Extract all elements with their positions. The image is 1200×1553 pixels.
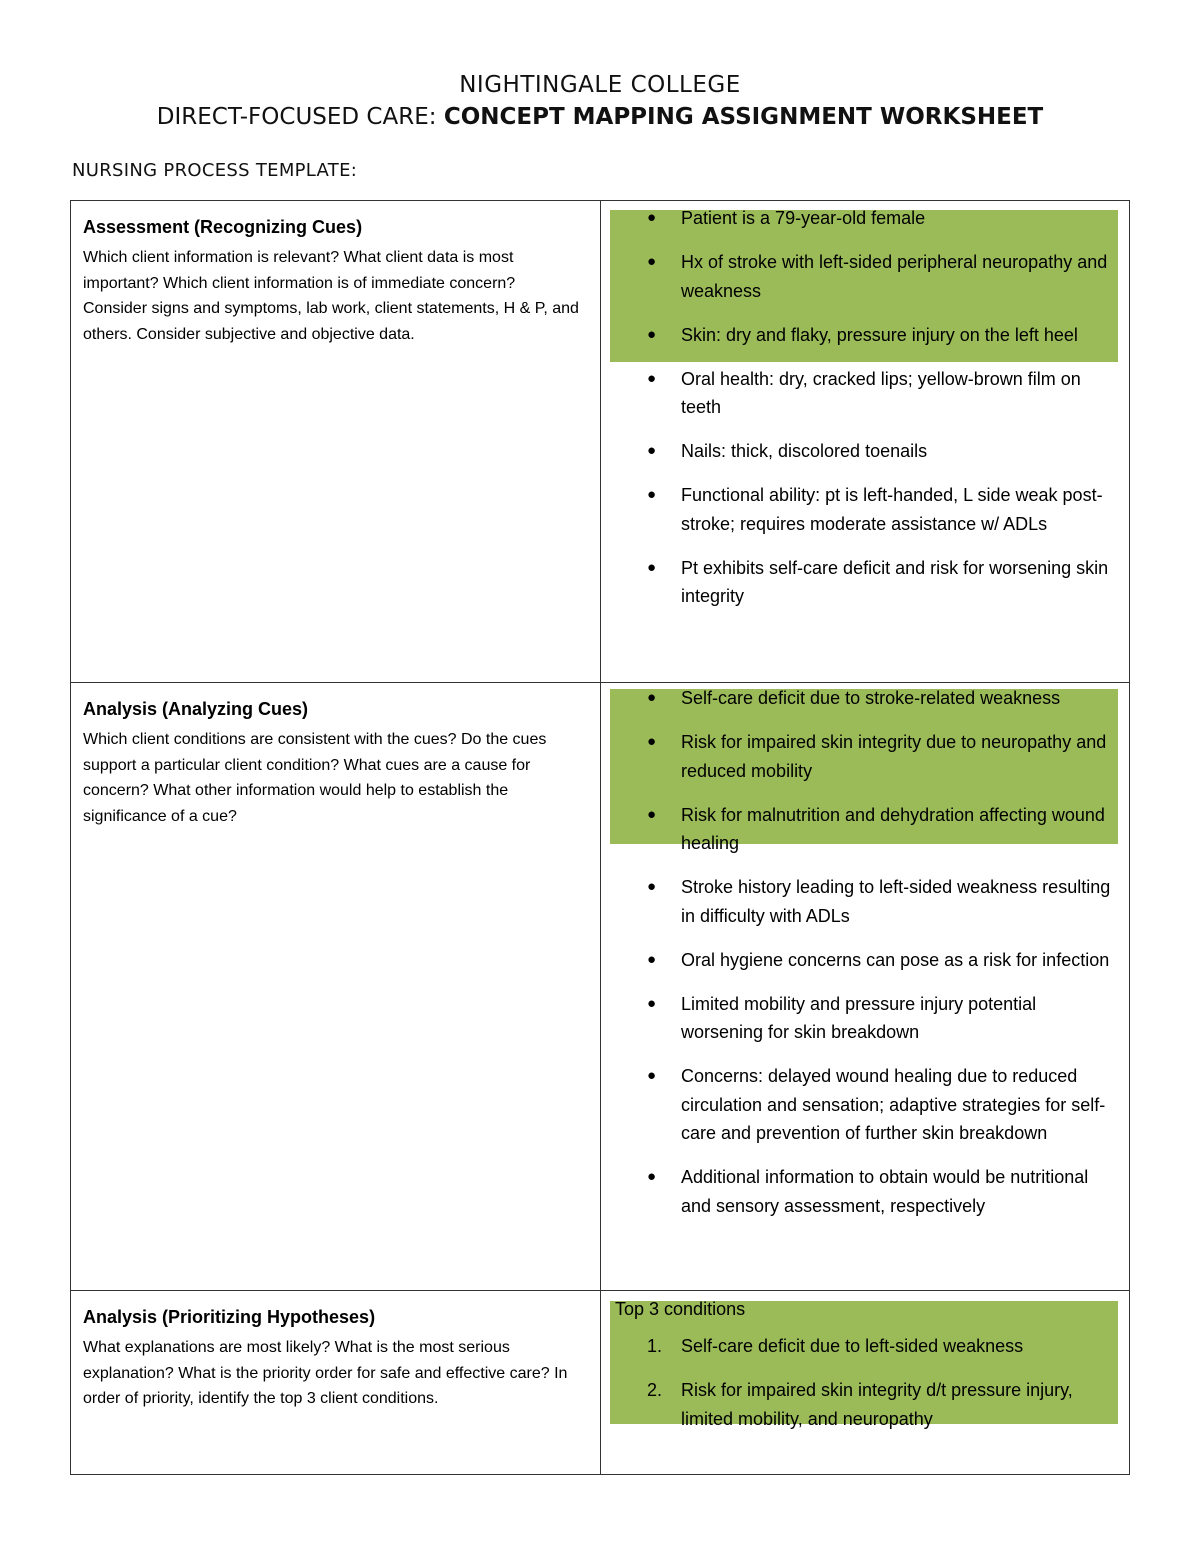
nursing-process-table bbox=[70, 200, 1130, 1475]
title-prefix: DIRECT-FOCUSED CARE: bbox=[156, 104, 444, 130]
list-item: ● Risk for impaired skin integrity due to neuropathy and reduced mobility bbox=[601, 728, 1129, 785]
assessment-heading: Assessment (Recognizing Cues) bbox=[83, 217, 363, 237]
item-number: 2. bbox=[647, 1380, 663, 1400]
list-item: ● Skin: dry and flaky, pressure injury on the left heel bbox=[601, 321, 1129, 350]
title-bold: CONCEPT MAPPING ASSIGNMENT WORKSHEET bbox=[443, 104, 1044, 130]
analysis-response-cell bbox=[600, 682, 1130, 1291]
assessment-response-cell bbox=[600, 200, 1130, 683]
list-item bbox=[601, 1332, 1129, 1361]
assessment-list bbox=[601, 204, 1129, 611]
list-item: ● Stroke history leading to left-sided weakness resulting in difficulty with ADLs bbox=[601, 873, 1129, 930]
prioritizing-prompt: What explanations are most likely? What is the most serious explanation? What is the priority order for safe and effective care? In order of priority, identify the top 3 client conditions. bbox=[83, 1339, 568, 1407]
analysis-list bbox=[601, 684, 1129, 1220]
analysis-prompt-cell bbox=[70, 682, 601, 1291]
list-item: ● Oral health: dry, cracked lips; yellow-brown film on teeth bbox=[601, 365, 1129, 422]
prioritizing-prompt-cell bbox=[70, 1290, 601, 1475]
college-name: NIGHTINGALE COLLEGE bbox=[459, 72, 741, 98]
list-item: ● Nails: thick, discolored toenails bbox=[601, 437, 1129, 466]
list-item: ● Self-care deficit due to stroke-related weakness bbox=[601, 684, 1129, 713]
list-item: ● Risk for malnutrition and dehydration affecting wound healing bbox=[601, 801, 1129, 858]
template-label: NURSING PROCESS TEMPLATE: bbox=[72, 160, 358, 181]
top-conditions-label: Top 3 conditions bbox=[615, 1299, 746, 1319]
prioritizing-heading: Analysis (Prioritizing Hypotheses) bbox=[83, 1307, 376, 1327]
item-number: 1. bbox=[647, 1336, 663, 1356]
list-item bbox=[601, 1376, 1129, 1433]
list-item: ● Oral hygiene concerns can pose as a risk for infection bbox=[601, 946, 1129, 975]
item-text: Risk for impaired skin integrity d/t pressure injury, limited mobility, and neuropathy bbox=[681, 1380, 1073, 1429]
list-item: ● Pt exhibits self-care deficit and risk for worsening skin integrity bbox=[601, 554, 1129, 611]
assessment-prompt-cell bbox=[70, 200, 601, 683]
list-item: ● Functional ability: pt is left-handed, L side weak post-stroke; requires moderate assistance w/ ADLs bbox=[601, 481, 1129, 538]
list-item: ● Patient is a 79-year-old female bbox=[601, 204, 1129, 233]
list-item: ● Concerns: delayed wound healing due to reduced circulation and sensation; adaptive strategies for self-care and prevention of further skin breakdown bbox=[601, 1062, 1129, 1148]
item-text: Self-care deficit due to left-sided weakness bbox=[681, 1336, 1024, 1356]
worksheet-title bbox=[0, 104, 1200, 130]
assessment-prompt: Which client information is relevant? What client data is most important? Which client information is of immediate concern? Consider signs and symptoms, lab work, client statements, H & P, and others. Consider subjective and objective data. bbox=[83, 249, 579, 343]
priority-list bbox=[601, 1332, 1129, 1433]
analysis-heading: Analysis (Analyzing Cues) bbox=[83, 699, 309, 719]
list-item: ● Hx of stroke with left-sided peripheral neuropathy and weakness bbox=[601, 248, 1129, 305]
analysis-prompt: Which client conditions are consistent with the cues? Do the cues support a particular client condition? What cues are a cause for concern? What other information would help to establish the significance of a cue? bbox=[83, 731, 547, 825]
list-item: ● Limited mobility and pressure injury potential worsening for skin breakdown bbox=[601, 990, 1129, 1047]
prioritizing-response-cell bbox=[600, 1290, 1130, 1475]
list-item: ● Additional information to obtain would be nutritional and sensory assessment, respectively bbox=[601, 1163, 1129, 1220]
